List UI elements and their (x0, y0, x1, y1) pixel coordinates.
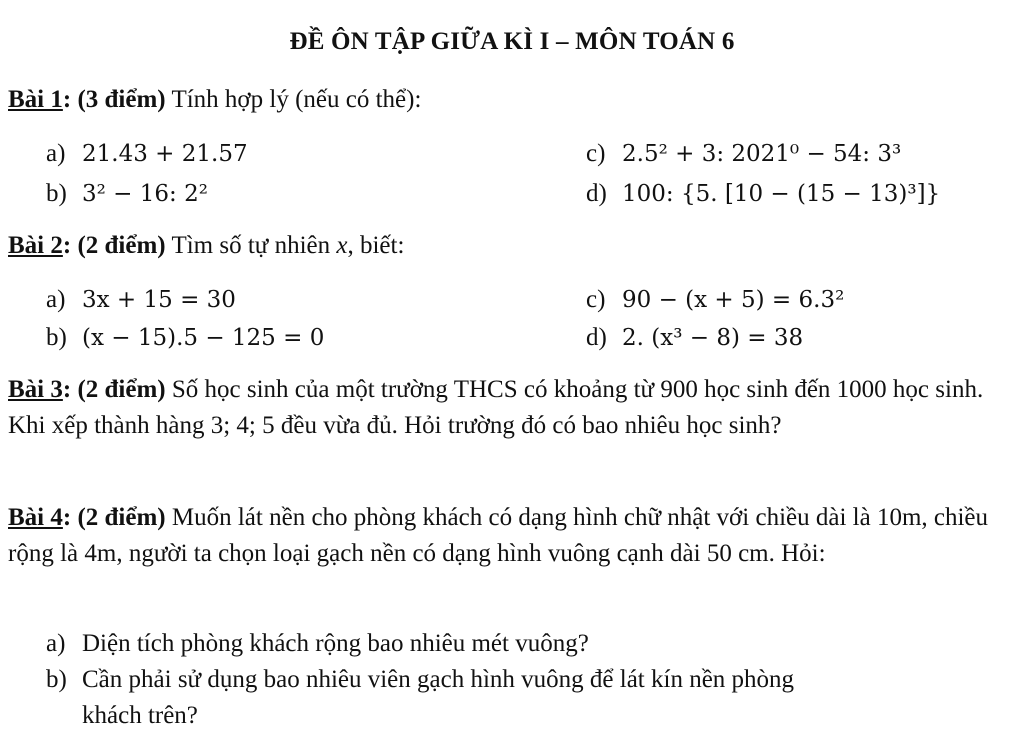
bai3-colon: : (62, 376, 72, 403)
bai4-item-b (46, 662, 1006, 734)
bai2-item-a-expr: 3x + 15 = 30 (82, 287, 236, 313)
bai2-prompt-pre: Tìm số tự nhiên (171, 232, 331, 259)
bai2-heading (8, 232, 404, 260)
page-title: ĐỀ ÔN TẬP GIỮA KÌ I – MÔN TOÁN 6 (289, 28, 735, 55)
bai1-points: (3 điểm) (77, 86, 166, 113)
bai4-item-b-text-line1: Cần phải sử dụng bao nhiêu viên gạch hình vuông để lát kín nền phòng (82, 666, 795, 693)
bai2-colon: : (62, 232, 72, 259)
bai1-prompt: Tính hợp lý (nếu có thể): (171, 86, 422, 113)
bai1-colon: : (62, 86, 72, 113)
bai1-item-b-expr: 3² − 16: 2² (82, 181, 208, 207)
bai2-item-c-expr: 90 − (x + 5) = 6.3² (622, 287, 845, 313)
bai4-paragraph (8, 500, 1008, 572)
bai2-item-d-expr: 2. (x³ − 8) = 38 (622, 325, 804, 351)
bai1-item-a-letter: a) (46, 140, 66, 167)
bai4-item-b-letter: b) (46, 666, 67, 693)
bai3-label: Bài 3 (8, 376, 63, 403)
bai2-item-a-letter: a) (46, 286, 66, 313)
bai1-item-d-letter: d) (586, 180, 607, 207)
bai1-item-b (46, 180, 208, 208)
bai3-points: (2 điểm) (77, 376, 166, 403)
bai1-item-a-expr: 21.43 + 21.57 (82, 141, 248, 167)
bai1-item-d-expr: 100: {5. [10 − (15 − 13)³]} (622, 181, 941, 207)
bai2-item-a (46, 286, 236, 314)
bai3-text: Số học sinh của một trường THCS có khoảng từ 900 học sinh đến 1000 học sinh. Khi xếp thành hàng 3; 4; 5 đều vừa đủ. Hỏi trường đó có bao nhiêu học sinh? (8, 376, 984, 439)
bai2-item-d-letter: d) (586, 324, 607, 351)
bai2-prompt-post: , biết: (347, 232, 405, 259)
bai1-label: Bài 1 (8, 86, 63, 113)
bai4-text: Muốn lát nền cho phòng khách có dạng hình chữ nhật với chiều dài là 10m, chiều rộng là 4m, người ta chọn loại gạch nền có dạng hình vuông cạnh dài 50 cm. Hỏi: (8, 504, 989, 567)
bai1-item-b-letter: b) (46, 180, 67, 207)
bai1-item-a (46, 140, 248, 168)
bai3-paragraph (8, 372, 1008, 444)
bai4-colon: : (62, 504, 72, 531)
bai4-item-a-text: Diện tích phòng khách rộng bao nhiêu mét vuông? (82, 630, 589, 657)
bai1-item-c-expr: 2.5² + 3: 2021⁰ − 54: 3³ (622, 141, 902, 167)
bai2-item-d (586, 324, 803, 352)
bai4-item-a (46, 626, 1006, 662)
bai2-item-b-letter: b) (46, 324, 67, 351)
bai4-points: (2 điểm) (77, 504, 166, 531)
bai2-item-c-letter: c) (586, 286, 606, 313)
bai2-item-b-expr: (x − 15).5 − 125 = 0 (82, 325, 325, 351)
bai4-label: Bài 4 (8, 504, 63, 531)
bai1-item-c-letter: c) (586, 140, 606, 167)
bai1-heading (8, 86, 421, 114)
bai2-points: (2 điểm) (77, 232, 166, 259)
bai2-item-b (46, 324, 324, 352)
bai1-item-c (586, 140, 901, 168)
bai2-variable: x (336, 232, 348, 259)
bai1-item-d (586, 180, 940, 208)
bai4-item-b-text-line2: khách trên? (82, 702, 198, 729)
bai4-item-a-letter: a) (46, 630, 66, 657)
bai2-item-c (586, 286, 844, 314)
bai2-label: Bài 2 (8, 232, 63, 259)
